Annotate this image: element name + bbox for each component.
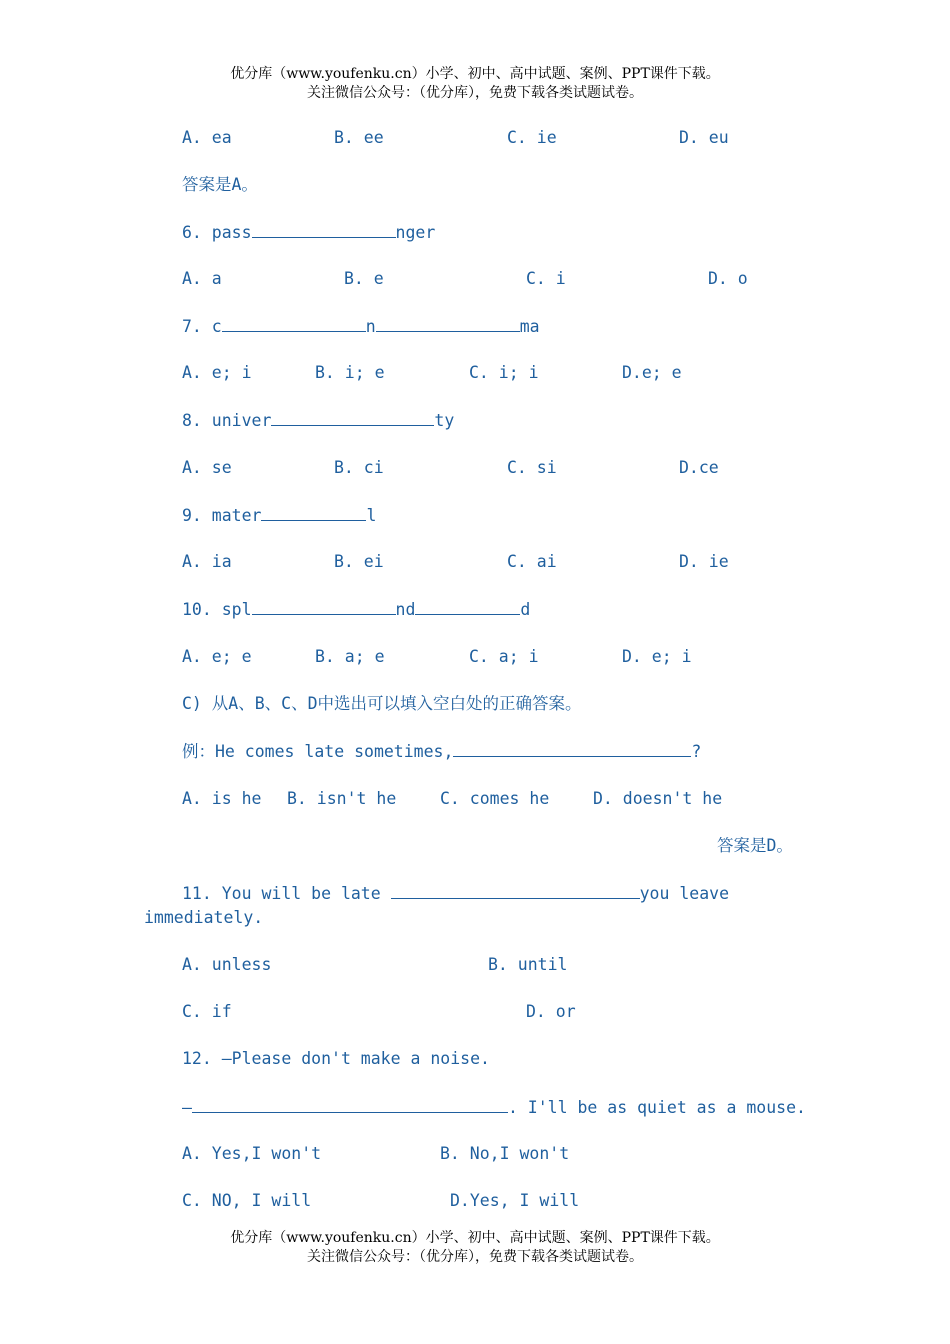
- q9-stem: [182, 505, 376, 526]
- q12-option-b: B. No,I won't: [440, 1144, 570, 1163]
- q6-option-a: A. a: [182, 269, 222, 288]
- q6-option-c: C. i: [526, 269, 566, 288]
- example-stem: [182, 741, 701, 762]
- q6-option-b: B. e: [344, 269, 384, 288]
- q9-blank[interactable]: [261, 505, 366, 521]
- q10-option-c: C. a; i: [469, 647, 539, 666]
- q10-option-b: B. a; e: [315, 647, 385, 666]
- q11-stem: [182, 883, 729, 904]
- q9-option-b: B. ei: [334, 552, 384, 571]
- q9-option-a: A. ia: [182, 552, 232, 571]
- q11-stem-line-2: immediately.: [144, 908, 264, 927]
- q12-reply: [182, 1097, 806, 1118]
- q10-mid: nd: [395, 600, 416, 619]
- q9-prefix: 9. mater: [182, 506, 262, 525]
- page-footer-line-1: 优分库（www.youfenku.cn）小学、初中、高中试题、案例、PPT课件下载。: [230, 1230, 720, 1246]
- q8-blank[interactable]: [271, 410, 434, 426]
- q5-option-a: A. ea: [182, 128, 232, 147]
- q6-stem: [182, 222, 435, 243]
- q6-option-d: D. o: [708, 269, 748, 288]
- q9-option-d: D. ie: [679, 552, 729, 571]
- q5-answer: 答案是A。: [182, 175, 258, 194]
- q9-option-c: C. ai: [507, 552, 557, 571]
- q10-stem: [182, 599, 530, 620]
- q7-suffix: ma: [519, 317, 540, 336]
- q11-option-a: A. unless: [182, 955, 272, 974]
- q7-mid: n: [365, 317, 376, 336]
- page-footer-line-2: 关注微信公众号：（优分库），免费下载各类试题试卷。: [307, 1249, 643, 1265]
- q10-prefix: 10. spl: [182, 600, 252, 619]
- page-header-line-2: 关注微信公众号：（优分库），免费下载各类试题试卷。: [307, 85, 643, 101]
- q5-option-d: D. eu: [679, 128, 729, 147]
- q10-blank-2[interactable]: [415, 599, 520, 615]
- example-option-b: B. isn't he: [287, 789, 397, 808]
- q7-option-b: B. i; e: [315, 363, 385, 382]
- q6-prefix: 6. pass: [182, 223, 252, 242]
- q8-stem: [182, 410, 454, 431]
- q11-option-c: C. if: [182, 1002, 232, 1021]
- example-option-d: D. doesn't he: [593, 789, 723, 808]
- q12-option-d: D.Yes, I will: [450, 1191, 580, 1210]
- q12-reply-suffix: . I'll be as quiet as a mouse.: [507, 1098, 806, 1117]
- q8-option-b: B. ci: [334, 458, 384, 477]
- example-option-c: C. comes he: [440, 789, 550, 808]
- q7-blank-2[interactable]: [376, 316, 520, 332]
- q10-suffix: d: [520, 600, 531, 619]
- q8-option-d: D.ce: [679, 458, 719, 477]
- q7-prefix: 7. c: [182, 317, 222, 336]
- q11-option-b: B. until: [488, 955, 568, 974]
- q12-option-a: A. Yes,I won't: [182, 1144, 322, 1163]
- q12-option-c: C. NO, I will: [182, 1191, 312, 1210]
- page-header-line-1: 优分库（www.youfenku.cn）小学、初中、高中试题、案例、PPT课件下载。: [230, 66, 720, 82]
- q8-option-c: C. si: [507, 458, 557, 477]
- example-answer: 答案是D。: [717, 836, 793, 855]
- q9-suffix: l: [366, 506, 377, 525]
- q6-blank[interactable]: [252, 222, 396, 238]
- q7-option-d: D.e; e: [622, 363, 682, 382]
- q11-option-d: D. or: [526, 1002, 576, 1021]
- q10-option-d: D. e; i: [622, 647, 692, 666]
- q7-option-c: C. i; i: [469, 363, 539, 382]
- q5-option-c: C. ie: [507, 128, 557, 147]
- example-suffix: ?: [691, 742, 702, 761]
- q7-blank-1[interactable]: [222, 316, 366, 332]
- q11-prefix: 11. You will be late: [182, 884, 391, 903]
- q11-blank[interactable]: [391, 883, 640, 899]
- q11-suffix: you leave: [639, 884, 730, 903]
- q12-stem: 12. —Please don't make a noise.: [182, 1049, 490, 1068]
- q12-reply-prefix: —: [182, 1098, 192, 1117]
- q12-blank[interactable]: [192, 1097, 508, 1113]
- q7-stem: [182, 316, 540, 337]
- example-prefix: 例：He comes late sometimes,: [182, 742, 454, 761]
- q5-option-b: B. ee: [334, 128, 384, 147]
- q8-prefix: 8. univer: [182, 411, 272, 430]
- q8-suffix: ty: [434, 411, 455, 430]
- q10-blank-1[interactable]: [252, 599, 396, 615]
- example-blank[interactable]: [453, 741, 691, 757]
- example-option-a: A. is he: [182, 789, 262, 808]
- q8-option-a: A. se: [182, 458, 232, 477]
- q10-option-a: A. e; e: [182, 647, 252, 666]
- q7-option-a: A. e; i: [182, 363, 252, 382]
- section-c-title: C) 从A、B、C、D中选出可以填入空白处的正确答案。: [182, 694, 582, 713]
- q6-suffix: nger: [395, 223, 436, 242]
